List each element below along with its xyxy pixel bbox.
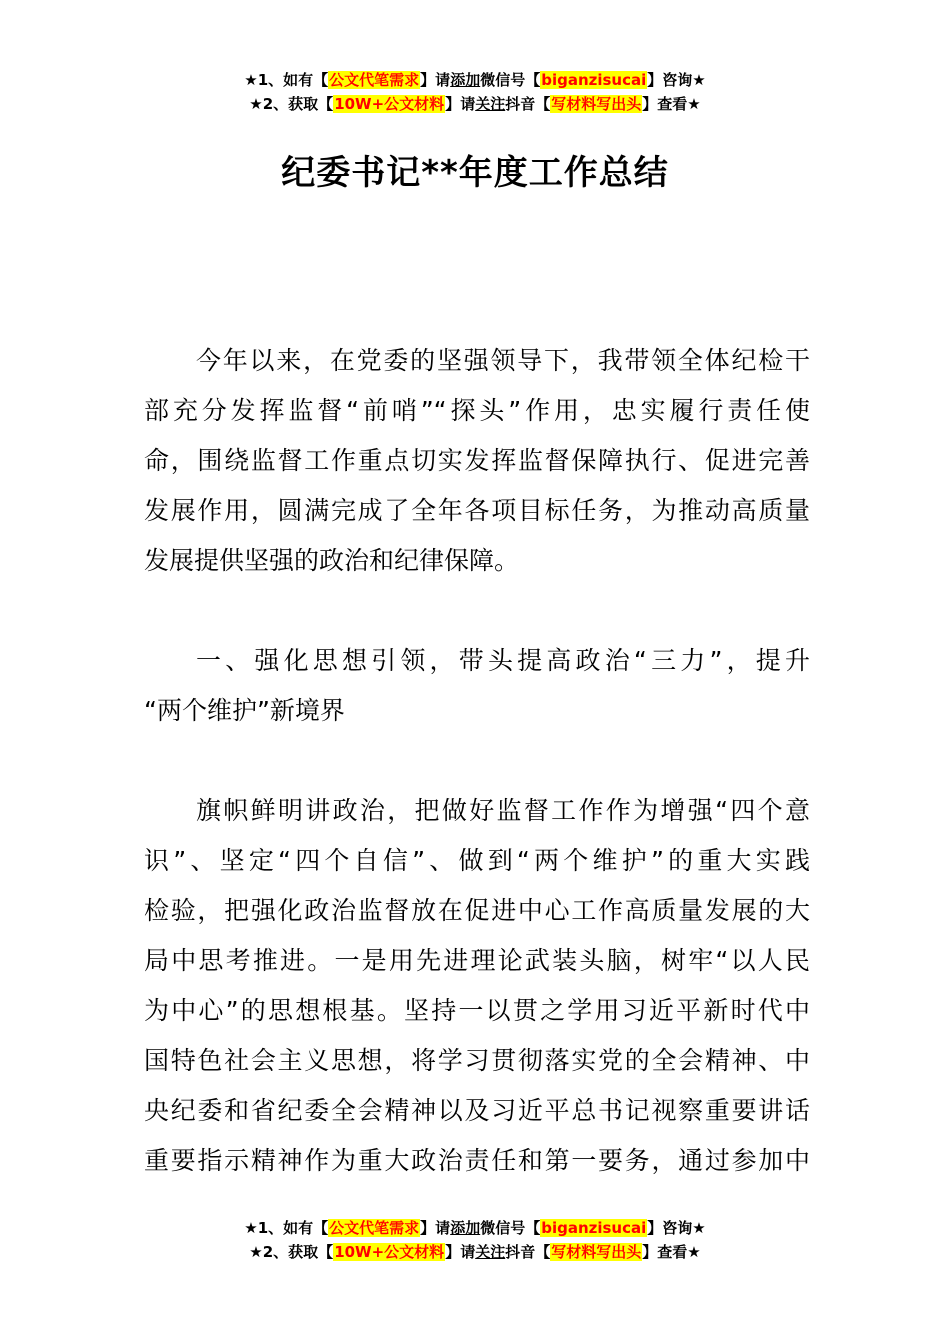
paragraph-line: 今年以来，在党委的坚强领导下，我带领全体纪检干: [196, 346, 810, 375]
highlight-ghostwriting: 公文代笔需求: [329, 71, 420, 89]
paragraph-line: 央纪委和省纪委全会精神以及习近平总书记视察重要讲话: [144, 1096, 810, 1125]
highlight-wechat-id: biganzisucai: [541, 71, 647, 89]
highlight-materials: 10W+公文材料: [334, 95, 445, 113]
banner-text: 】查看★: [642, 95, 701, 113]
banner-text: 】查看★: [642, 1243, 701, 1261]
paragraph-line: 命，围绕监督工作重点切实发挥监督保障执行、促进完善: [144, 446, 810, 475]
banner-text: 】请: [420, 71, 451, 89]
heading-line: “两个维护”新境界: [144, 696, 345, 725]
banner-text: 】请: [420, 1219, 451, 1237]
footer-banner-line-1: [0, 1216, 950, 1240]
heading-line: 一、强化思想引领，带头提高政治“三力”，提升: [196, 646, 810, 675]
highlight-ghostwriting: 公文代笔需求: [329, 1219, 420, 1237]
paragraph-line: 旗帜鲜明讲政治，把做好监督工作作为增强“四个意: [196, 796, 810, 825]
banner-text: 】咨询★: [647, 1219, 706, 1237]
underlined-add: 添加: [450, 1219, 481, 1237]
footer-banner: [0, 1216, 950, 1264]
paragraph-intro: [144, 336, 810, 586]
paragraph-body: [144, 786, 810, 1186]
banner-text: 】咨询★: [647, 71, 706, 89]
banner-text: 】请: [445, 95, 476, 113]
banner-text: ★1、如有【: [244, 71, 329, 89]
banner-text: ★1、如有【: [244, 1219, 329, 1237]
banner-text: 抖音【: [505, 95, 551, 113]
underlined-follow: 关注: [475, 1243, 506, 1261]
highlight-douyin-account: 写材料写出头: [551, 95, 642, 113]
banner-text: 微信号【: [480, 71, 541, 89]
underlined-follow: 关注: [475, 95, 506, 113]
header-banner-line-2: [0, 92, 950, 116]
paragraph-line: 发展作用，圆满完成了全年各项目标任务，为推动高质量: [144, 496, 810, 525]
document-title: 纪委书记**年度工作总结: [281, 153, 669, 193]
highlight-douyin-account: 写材料写出头: [551, 1243, 642, 1261]
paragraph-line: 发展提供坚强的政治和纪律保障。: [144, 546, 520, 575]
paragraph-line: 国特色社会主义思想，将学习贯彻落实党的全会精神、中: [144, 1046, 810, 1075]
paragraph-line: 检验，把强化政治监督放在促进中心工作高质量发展的大: [144, 896, 810, 925]
paragraph-line: 为中心”的思想根基。坚持一以贯之学用习近平新时代中: [144, 996, 810, 1025]
banner-text: 】请: [445, 1243, 476, 1261]
banner-text: ★2、获取【: [249, 1243, 334, 1261]
paragraph-line: 部充分发挥监督“前哨”“探头”作用，忠实履行责任使: [144, 396, 810, 425]
highlight-materials: 10W+公文材料: [334, 1243, 445, 1261]
header-banner-line-1: [0, 68, 950, 92]
paragraph-line: 重要指示精神作为重大政治责任和第一要务，通过参加中: [144, 1146, 810, 1175]
section-heading-1: [144, 636, 810, 736]
paragraph-line: 局中思考推进。一是用先进理论武装头脑，树牢“以人民: [144, 946, 810, 975]
highlight-wechat-id: biganzisucai: [541, 1219, 647, 1237]
underlined-add: 添加: [450, 71, 481, 89]
banner-text: 微信号【: [480, 1219, 541, 1237]
header-banner: [0, 68, 950, 116]
footer-banner-line-2: [0, 1240, 950, 1264]
paragraph-line: 识”、坚定“四个自信”、做到“两个维护”的重大实践: [144, 846, 810, 875]
banner-text: 抖音【: [505, 1243, 551, 1261]
banner-text: ★2、获取【: [249, 95, 334, 113]
